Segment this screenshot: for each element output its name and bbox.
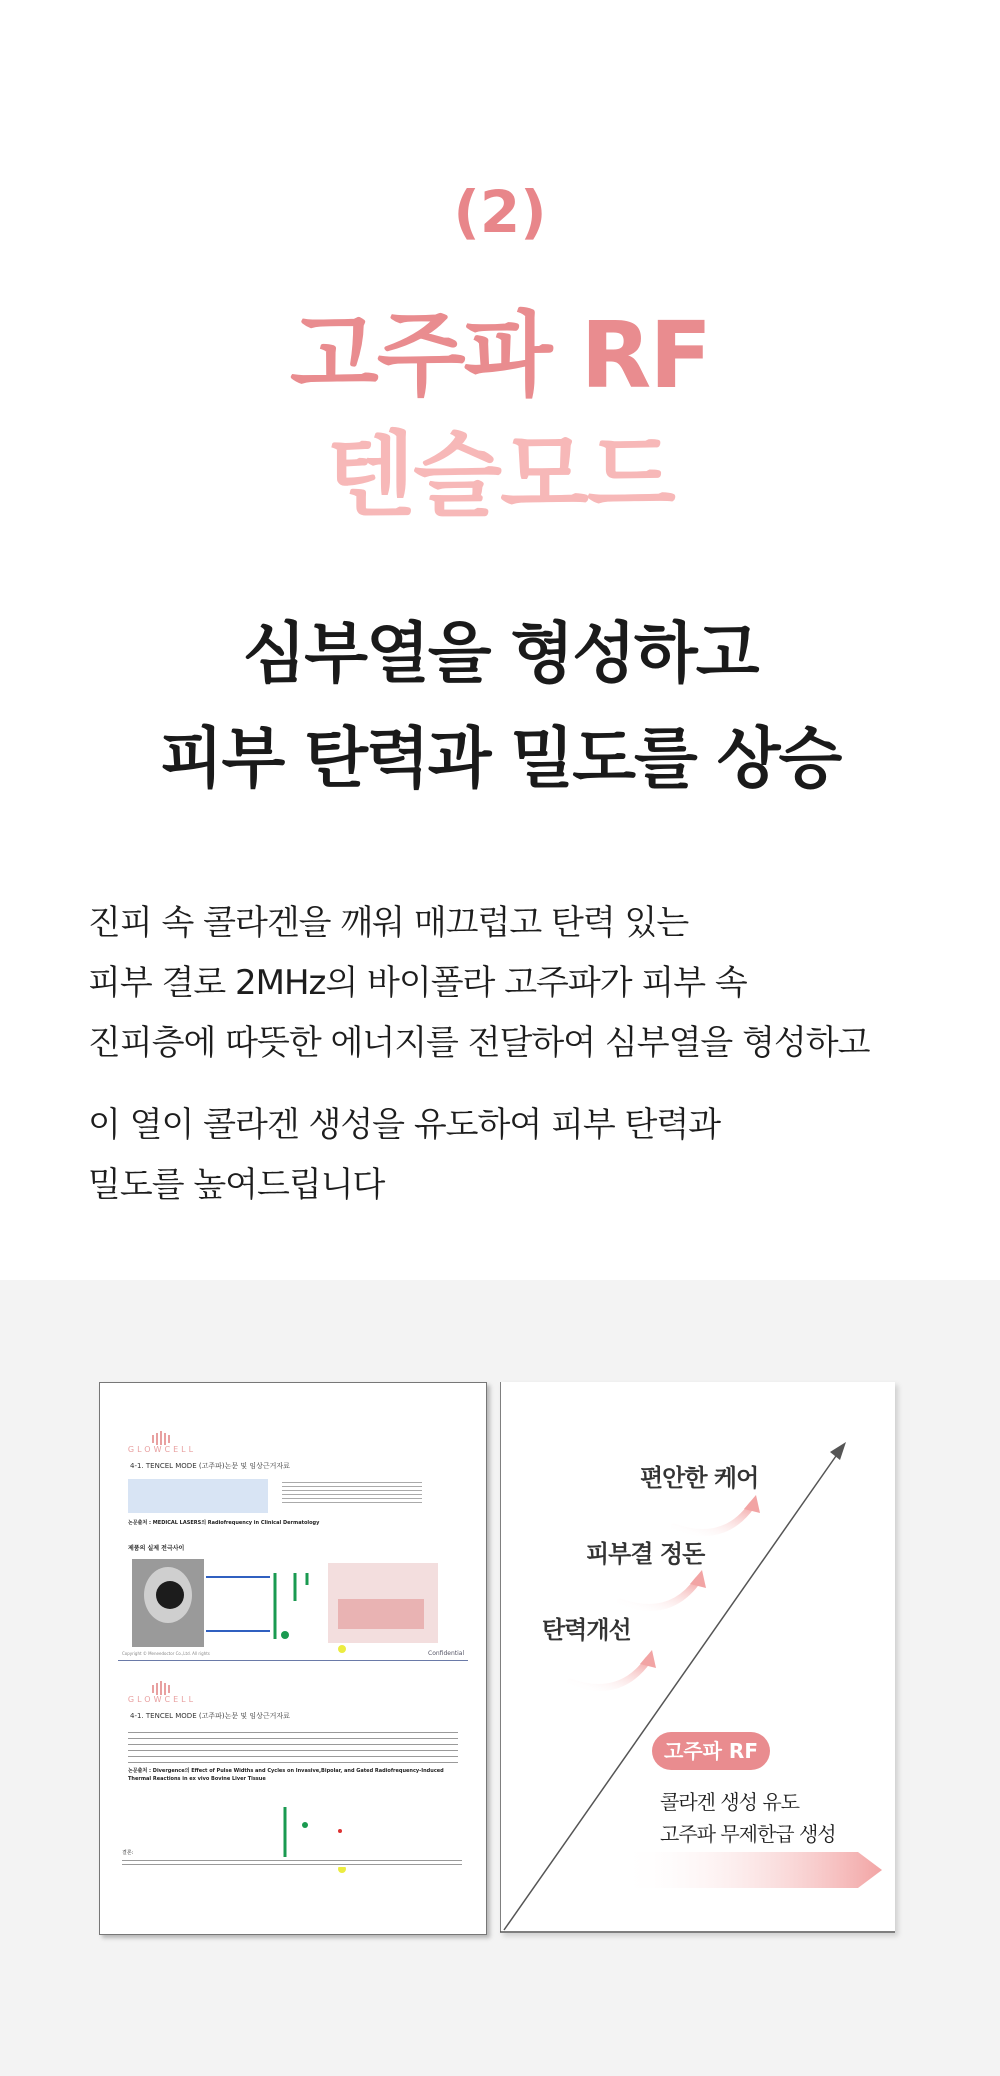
body-line: 밀도를 높여드립니다	[88, 1165, 385, 1205]
curve-arrow-2	[620, 1580, 698, 1608]
doc-page-divider	[118, 1660, 468, 1661]
curve-arrow-3	[674, 1505, 752, 1533]
title-line-2: 텐슬모드	[326, 422, 674, 529]
body-line: 이 열이 콜라겐 생성을 유도하여 피부 탄력과	[88, 1105, 721, 1145]
benefit-desc-1: 콜라겐 생성 유도	[660, 1790, 799, 1814]
doc-text-block	[282, 1479, 422, 1505]
benefit-label-3: 편안한 케어	[640, 1464, 759, 1492]
evidence-section	[0, 1280, 1000, 2076]
doc-section1-source: 논문출처 : MEDICAL LASERS의 Radiofrequency in Clinical Dermatology	[128, 1520, 320, 1526]
doc-footer-left: Copyright © Meneedoctor Co.,Ltd. All rights	[122, 1651, 210, 1656]
curve-arrow-1	[570, 1660, 648, 1688]
doc-section1-title: 4-1. TENCEL MODE (고주파)논문 및 임상근거자료	[130, 1462, 290, 1470]
doc-text-block	[128, 1727, 458, 1763]
section-number: (2)	[453, 178, 547, 246]
headline-line-1: 심부열을 형성하고	[242, 615, 758, 692]
doc-device-figure	[100, 1551, 486, 1661]
doc-result-figure	[100, 1803, 486, 1893]
doc-product-label: 제품의 실제 전극사이	[128, 1545, 185, 1552]
logo-mark-icon	[150, 1681, 174, 1695]
body-line: 피부 결로 2MHz의 바이폴라 고주파가 피부 속	[88, 963, 747, 1003]
benefit-label-2: 피부결 정돈	[586, 1540, 705, 1568]
doc-footer-right: Confidential	[428, 1650, 465, 1657]
logo-mark-icon	[150, 1431, 174, 1445]
doc-text-block	[122, 1857, 462, 1867]
body-line: 진피층에 따뜻한 에너지를 전달하여 심부열을 형성하고	[88, 1023, 870, 1063]
research-document	[99, 1382, 487, 1935]
rf-badge: 고주파 RF	[652, 1732, 770, 1770]
brand-logo: GLOWCELL	[122, 1431, 202, 1454]
doc-highlight-text	[128, 1479, 268, 1513]
brand-logo: GLOWCELL	[122, 1681, 202, 1704]
body-paragraph-1	[88, 893, 948, 1073]
growth-arrowhead-icon	[830, 1442, 846, 1460]
body-paragraph-2	[88, 1095, 948, 1215]
progress-band	[620, 1852, 882, 1888]
benefits-card	[500, 1382, 895, 1933]
doc-section2-title: 4-1. TENCEL MODE (고주파)논문 및 임상근거자료	[130, 1712, 290, 1720]
benefit-label-1: 탄력개선	[542, 1616, 631, 1644]
title-line-1: 고주파 RF	[289, 302, 711, 409]
body-line: 진피 속 콜라겐을 깨워 매끄럽고 탄력 있는	[88, 903, 689, 943]
doc-conclusion-label: 결론:	[122, 1850, 134, 1856]
headline-line-2: 피부 탄력과 밀도를 상승	[159, 720, 841, 797]
benefit-desc-2: 고주파 무제한급 생성	[660, 1822, 836, 1846]
doc-section2-source: 논문출처 : Divergence의 Effect of Pulse Widths and Cycles on Invasive,Bipolar, and Gated Radiofrequency-Induced Thermal Reactions in ex vivo Bovine Liver Tissue	[128, 1768, 444, 1782]
